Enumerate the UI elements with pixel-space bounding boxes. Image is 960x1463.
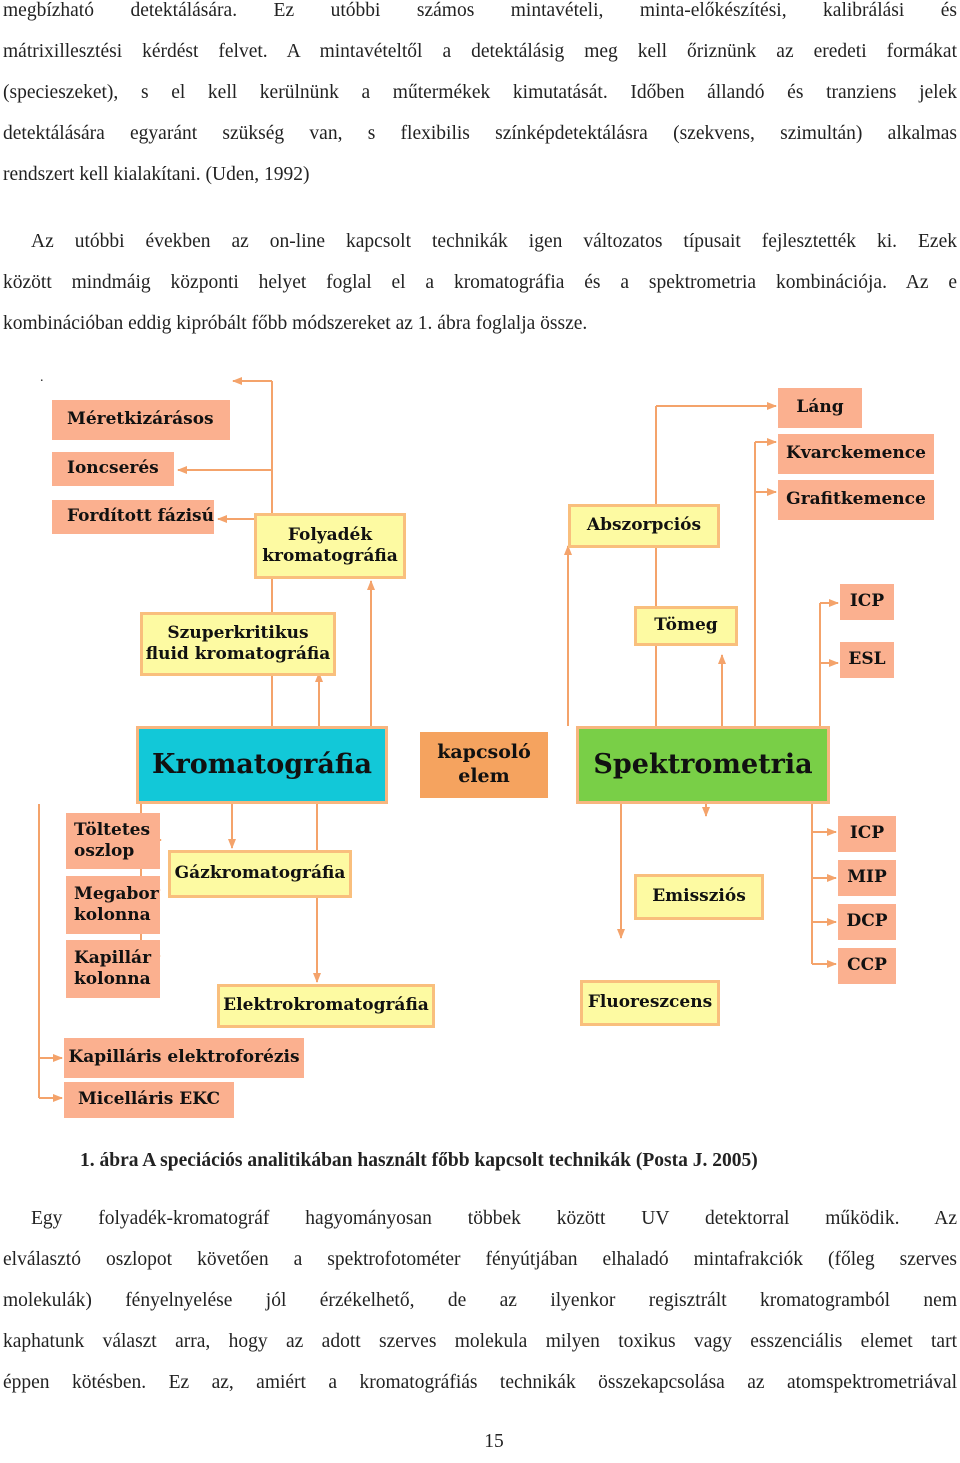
- box-elektrokromatografia: Elektrokromatográfia: [217, 984, 435, 1028]
- box-mip: MIP: [838, 860, 896, 896]
- text-line: kombinációban eddig kipróbált főbb módszereket az 1. ábra foglalja össze.: [3, 313, 588, 334]
- box-megabor-kolonna: Megabor kolonna: [66, 876, 160, 934]
- text-line: mátrixillesztési kérdést felvet. A mintavételtől a detektálásig meg kell őriznünk az eredeti formákat: [3, 41, 957, 62]
- box-abszorpcios: Abszorpciós: [568, 504, 720, 548]
- page-number: 15: [484, 1431, 504, 1452]
- box-fluoreszcens: Fluoreszcens: [580, 980, 720, 1026]
- text-line: elválasztó oszlopot követően a spektrofotométer fényútjában elhaladó mintafrakciók (főleg szerves: [3, 1249, 957, 1270]
- box-icp-lower: ICP: [838, 816, 896, 852]
- box-kapillar-kolonna: Kapillár kolonna: [66, 940, 160, 998]
- box-spektrometria: Spektrometria: [576, 726, 830, 804]
- paragraph-1: [3, 0, 957, 195]
- text-line: (specieszeket), s el kell kerülnünk a műtermékek kimutatását. Időben állandó és tranziens jelek: [3, 82, 957, 103]
- box-lang: Láng: [778, 388, 862, 428]
- box-kapillaris-elektroforezis: Kapilláris elektroforézis: [64, 1038, 304, 1078]
- text-line: Egy folyadék-kromatográf hagyományosan többek között UV detektorral működik. Az: [31, 1208, 957, 1229]
- text-line: rendszert kell kialakítani. (Uden, 1992): [3, 164, 310, 185]
- box-ccp: CCP: [838, 948, 896, 984]
- figure-caption: 1. ábra A speciációs analitikában használt főbb kapcsolt technikák (Posta J. 2005): [80, 1150, 758, 1171]
- box-toltetes-oszlop: Töltetes oszlop: [66, 813, 160, 869]
- box-ioncseres: Ioncserés: [52, 452, 174, 486]
- box-dcp: DCP: [838, 904, 896, 940]
- box-kromatografia: Kromatográfia: [136, 726, 388, 804]
- box-emisszios: Emissziós: [634, 874, 764, 920]
- box-kvarckemence: Kvarckemence: [778, 434, 934, 474]
- box-esl: ESL: [840, 642, 894, 678]
- text-line: Az utóbbi években az on-line kapcsolt technikák igen változatos típusait fejlesztették ki. Ezek: [31, 231, 957, 252]
- box-grafitkemence: Grafitkemence: [778, 480, 934, 520]
- text-line: megbízható detektálására. Ez utóbbi számos mintavételi, minta-előkészítési, kalibrálási és: [3, 0, 957, 21]
- paragraph-3: [3, 1198, 957, 1403]
- text-line: detektálására egyaránt szükség van, s flexibilis színképdetektálásra (szekvens, szimultán) alkalmas: [3, 123, 957, 144]
- box-meretkizarasos: Méretkizárásos: [52, 400, 230, 440]
- hyphenated-techniques-diagram: [0, 360, 960, 1150]
- box-szuperkritikus: Szuperkritikus fluid kromatográfia: [140, 612, 336, 676]
- text-line: molekulák) fényelnyelése jól érzékelhető, de az ilyenkor regisztrált kromatogramból nem: [3, 1290, 957, 1311]
- paragraph-2: [3, 221, 957, 344]
- box-micellaris-ekc: Micelláris EKC: [64, 1082, 234, 1118]
- text-line: éppen kötésben. Ez az, amiért a kromatográfiás technikák összekapcsolása az atomspektrometriával: [3, 1372, 957, 1393]
- stray-dot: .: [40, 370, 44, 385]
- box-kapcsolo-elem: kapcsoló elem: [420, 732, 548, 798]
- box-tomeg: Tömeg: [634, 606, 738, 646]
- box-forditott-fazisu: Fordított fázisú: [52, 500, 214, 534]
- box-icp-upper: ICP: [840, 584, 894, 620]
- box-gazkromatografia: Gázkromatográfia: [168, 850, 352, 898]
- text-line: kaphatunk választ arra, hogy az adott szerves molekula milyen toxikus vagy esszenciális elemet tart: [3, 1331, 957, 1352]
- box-folyadek-kromatografia: Folyadék kromatográfia: [254, 513, 406, 579]
- text-line: között mindmáig központi helyet foglal el a kromatográfia és a spektrometria kombinációja. Az e: [3, 272, 957, 293]
